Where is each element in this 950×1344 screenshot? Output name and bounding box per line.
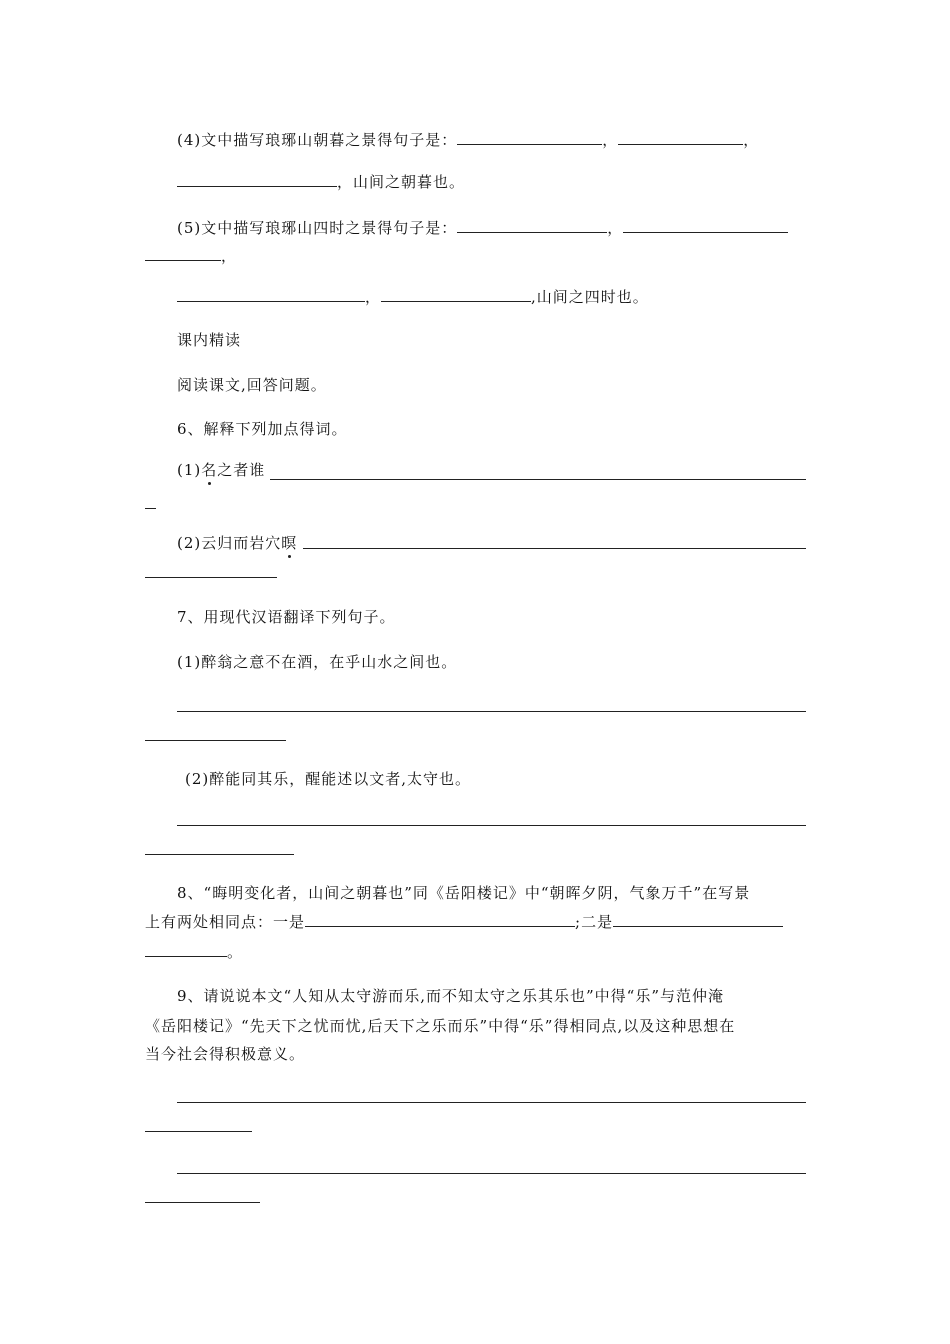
section-title: 课内精读	[177, 331, 242, 349]
q5-blank-2-cont[interactable]	[145, 246, 221, 261]
q6-item-1-rest: 之者谁	[217, 461, 266, 479]
q7-item-1-answer-line-cont[interactable]	[145, 740, 286, 741]
q4-label: (4)	[177, 131, 202, 149]
q4-blank-1[interactable]	[457, 130, 602, 145]
q7-item-1: (1)醉翁之意不在酒，在乎山水之间也。	[177, 653, 458, 671]
q6-item-2	[177, 533, 297, 553]
q5-line-1	[177, 218, 788, 238]
q9-answer-line-2[interactable]	[177, 1173, 806, 1174]
q4-blank-3[interactable]	[177, 172, 337, 187]
q6-item-1	[177, 460, 265, 480]
q5-ending: ,山间之四时也。	[531, 288, 649, 306]
q9-line-3: 当今社会得积极意义。	[145, 1045, 306, 1063]
q5-line-3	[177, 287, 649, 307]
q6-item-2-label: (2)	[177, 534, 202, 552]
q6-item-1-label: (1)	[177, 461, 202, 479]
q6-item-2-before: 云归而岩穴	[201, 534, 282, 552]
q5-prompt: 文中描写琅琊山四时之景得句子是：	[201, 219, 458, 237]
q8-blank-2-cont[interactable]	[145, 942, 227, 957]
q6-item-2-dotted-word: 暝	[281, 534, 298, 552]
q4-line-1	[177, 130, 759, 150]
q8-end: 。	[227, 943, 244, 961]
q4-sep-2: ，	[743, 131, 760, 149]
q6-item-2-answer-line[interactable]	[303, 548, 806, 549]
q8-line-2	[145, 912, 783, 932]
q8-part-2: ;二是	[575, 913, 614, 931]
q4-blank-2[interactable]	[618, 130, 743, 145]
q8-blank-1[interactable]	[305, 912, 575, 927]
q8-part-1: 上有两处相同点：一是	[145, 913, 306, 931]
q7-title: 7、用现代汉语翻译下列句子。	[177, 608, 396, 626]
q5-blank-1[interactable]	[457, 218, 607, 233]
q9-line-2: 《岳阳楼记》“先天下之忧而忧,后天下之乐而乐”中得“乐”得相同点,以及这种思想在	[145, 1017, 736, 1035]
q7-item-2-answer-line[interactable]	[177, 825, 806, 826]
q9-line-1: 9、请说说本文“人知从太守游而乐,而不知太守之乐其乐也”中得“乐”与范仲淹	[177, 987, 724, 1005]
q9-answer-line-2-cont[interactable]	[145, 1202, 260, 1203]
q5-sep-1: ，	[607, 219, 624, 237]
q8-blank-2[interactable]	[613, 912, 783, 927]
q7-item-2: (2)醉能同其乐，醒能述以文者,太守也。	[185, 770, 472, 788]
q5-line-2	[145, 246, 237, 266]
q5-label: (5)	[177, 219, 202, 237]
q4-sep-1: ，	[602, 131, 619, 149]
q6-title: 6、解释下列加点得词。	[177, 420, 348, 438]
q4-line-2	[177, 172, 465, 192]
q5-sep-2: ，	[221, 247, 238, 265]
q6-item-1-dotted-word: 名	[201, 461, 218, 479]
q8-line-1: 8、“晦明变化者，山间之朝暮也”同《岳阳楼记》中“朝晖夕阴，气象万千”在写景	[177, 884, 751, 902]
q6-item-1-answer-line[interactable]	[270, 479, 806, 480]
q9-answer-line-1-cont[interactable]	[145, 1131, 252, 1132]
q7-item-1-answer-line[interactable]	[177, 711, 806, 712]
q5-blank-4[interactable]	[381, 287, 531, 302]
q9-answer-line-1[interactable]	[177, 1102, 806, 1103]
section-instruction: 阅读课文,回答问题。	[177, 376, 327, 394]
q6-item-1-answer-line-cont[interactable]	[145, 508, 156, 509]
q5-blank-3[interactable]	[177, 287, 365, 302]
q4-ending: ，山间之朝暮也。	[337, 173, 466, 191]
q7-item-2-answer-line-cont[interactable]	[145, 854, 294, 855]
q5-sep-3: ，	[365, 288, 382, 306]
q5-blank-2[interactable]	[623, 218, 788, 233]
q8-line-3	[145, 942, 243, 962]
q4-prompt: 文中描写琅琊山朝暮之景得句子是：	[201, 131, 458, 149]
q6-item-2-answer-line-cont[interactable]	[145, 577, 277, 578]
